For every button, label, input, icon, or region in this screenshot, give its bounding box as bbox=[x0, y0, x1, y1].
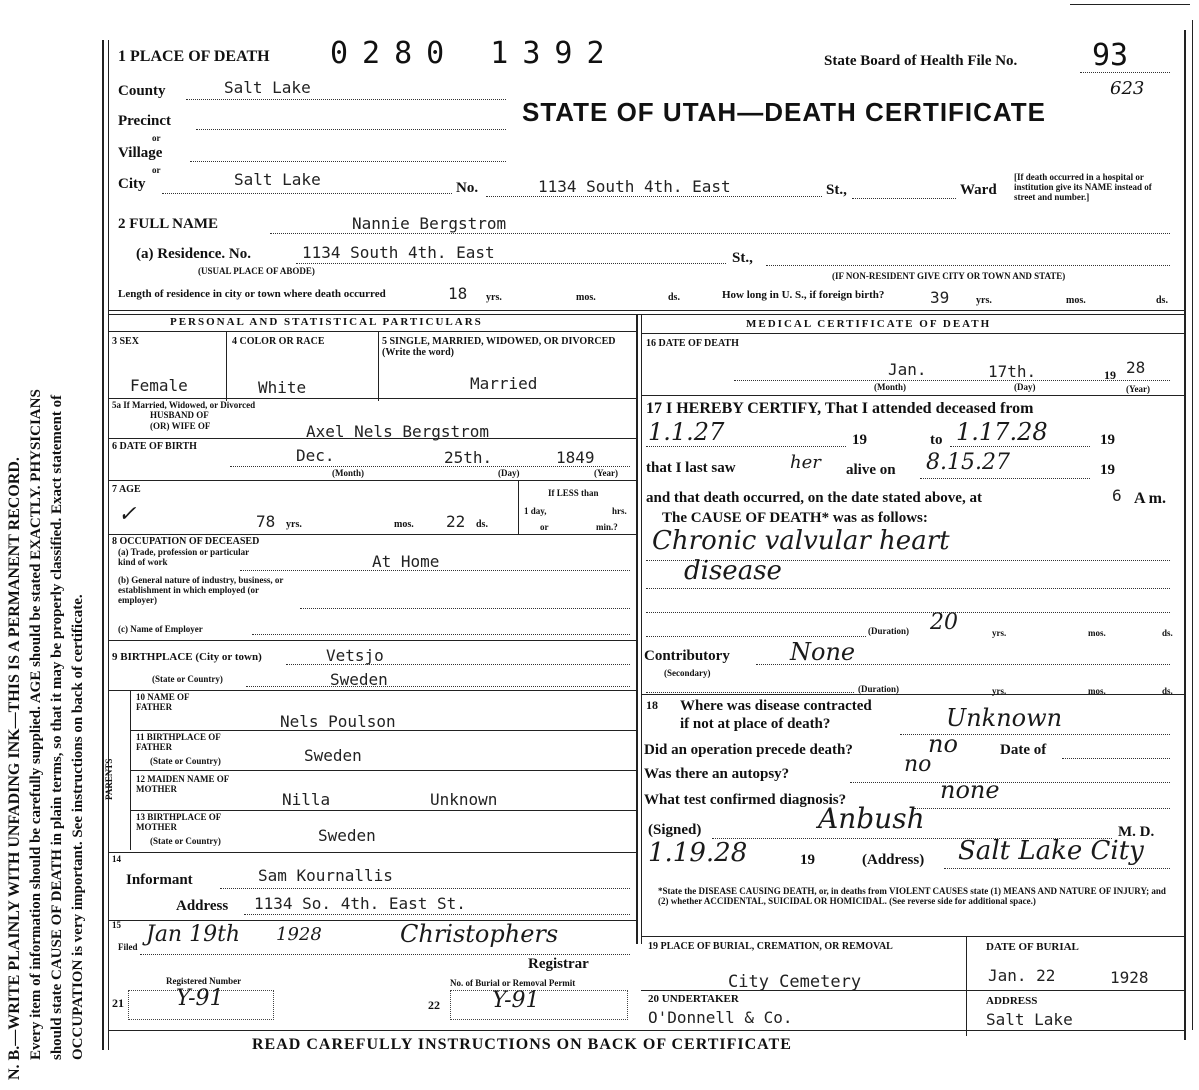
attended-to: 1.17.28 bbox=[956, 418, 1048, 446]
footer-instructions: READ CAREFULLY INSTRUCTIONS ON BACK OF CERTIFICATE bbox=[252, 1036, 792, 1053]
duration-ds-label: ds. bbox=[1162, 628, 1173, 638]
item-21-num: 21 bbox=[112, 996, 124, 1010]
spouse-label-a: 5a If Married, Widowed, or Divorced bbox=[112, 400, 256, 410]
alive-on-label: alive on bbox=[846, 462, 896, 478]
mother-last: Unknown bbox=[430, 790, 498, 809]
nineteen-4: 19 bbox=[800, 852, 815, 868]
cause-footnote: *State the DISEASE CAUSING DEATH, or, in deaths from VIOLENT CAUSES state (1) MEANS AND NATURE OF INJURY; and (2) whether ACCIDENTAL, SUICIDAL OR HOMICIDAL. (See reverse side for additional space.) bbox=[658, 886, 1166, 906]
duration-mos-label-2: mos. bbox=[1088, 686, 1106, 696]
how-long-us-label: How long in U. S., if foreign birth? bbox=[722, 289, 885, 301]
duration-yrs-label-2: yrs. bbox=[992, 686, 1007, 696]
burial-permit-label: No. of Burial or Removal Permit bbox=[450, 978, 576, 988]
sidebar-line-1: N. B.—WRITE PLAINLY WITH UNFADING INK—THIS IS A PERMANENT RECORD. bbox=[6, 457, 23, 1080]
file-no-label: State Board of Health File No. bbox=[824, 53, 1018, 69]
frame-top-edge bbox=[1070, 4, 1190, 5]
dod-year-label: (Year) bbox=[1126, 384, 1150, 394]
age-mos-label: mos. bbox=[394, 519, 414, 530]
mos-label-2: mos. bbox=[1066, 295, 1086, 306]
st-label: St., bbox=[826, 182, 847, 198]
less-than-label: If LESS than bbox=[548, 488, 599, 498]
sidebar-line-4: OCCUPATION is very important. See instructions on back of certificate. bbox=[70, 594, 86, 1060]
spouse-label-c: (OR) WIFE OF bbox=[150, 421, 211, 431]
item-18-num: 18 bbox=[646, 698, 658, 712]
father-bp-sub: (State or Country) bbox=[150, 756, 221, 766]
age-check-mark: ✓ bbox=[118, 502, 137, 527]
place-of-death-label: 1 PLACE OF DEATH bbox=[118, 48, 270, 65]
item-15-num: 15 bbox=[112, 920, 121, 930]
dob-month: Dec. bbox=[296, 446, 335, 465]
father-value: Nels Poulson bbox=[280, 712, 396, 731]
frame-right bbox=[1184, 30, 1186, 1040]
birthplace-city: Vetsjo bbox=[326, 646, 384, 665]
yrs-label: yrs. bbox=[486, 292, 502, 303]
middle-divider-2 bbox=[641, 314, 642, 944]
registered-number-label: Registered Number bbox=[166, 976, 242, 986]
duration-mos-label: mos. bbox=[1088, 628, 1106, 638]
burial-permit-number: Y-91 bbox=[492, 988, 540, 1013]
residence-label: (a) Residence. No. bbox=[136, 246, 251, 262]
registrar-signature: Christophers bbox=[400, 920, 559, 948]
yrs-label-2: yrs. bbox=[976, 295, 992, 306]
secondary-label: (Secondary) bbox=[664, 668, 711, 678]
contracted-q1: Where was disease contracted bbox=[680, 698, 872, 714]
medical-section-title: MEDICAL CERTIFICATE OF DEATH bbox=[746, 318, 992, 330]
burial-date: Jan. 22 bbox=[988, 966, 1056, 985]
nonresident-note: (IF NON-RESIDENT GIVE CITY OR TOWN AND STATE) bbox=[832, 271, 1066, 281]
undertaker-label: 20 UNDERTAKER bbox=[648, 993, 739, 1005]
death-occurred-label: and that death occurred, on the date stated above, at bbox=[646, 490, 982, 506]
registered-number: Y-91 bbox=[176, 986, 224, 1011]
min-label: min.? bbox=[596, 522, 618, 532]
nineteen-2: 19 bbox=[1100, 432, 1115, 448]
file-no-sub: 623 bbox=[1110, 78, 1145, 99]
dob-day-label: (Day) bbox=[498, 468, 520, 478]
occupation-label: 8 OCCUPATION OF DECEASED bbox=[112, 536, 260, 547]
sidebar-line-3: should state CAUSE OF DEATH in plain terms, so that it may be properly classified. Exact statement of bbox=[49, 394, 65, 1060]
street-value: 1134 South 4th. East bbox=[538, 177, 731, 196]
birthplace-country: Sweden bbox=[330, 670, 388, 689]
parents-label: PARENTS bbox=[104, 758, 114, 800]
operation-question: Did an operation precede death? bbox=[644, 742, 853, 758]
cause-label: The CAUSE OF DEATH* was as follows: bbox=[662, 510, 928, 526]
dob-day: 25th. bbox=[444, 448, 493, 467]
filed-year: 1928 bbox=[276, 924, 322, 945]
or-min-label: or bbox=[540, 522, 549, 532]
father-label: 10 NAME OF FATHER bbox=[136, 692, 190, 712]
burial-place-label: 19 PLACE OF BURIAL, CREMATION, OR REMOVAL bbox=[648, 941, 893, 952]
section-top-line bbox=[108, 310, 1184, 311]
city-label: City bbox=[118, 176, 146, 192]
village-label: Village bbox=[118, 145, 163, 161]
cause-line-2: disease bbox=[684, 556, 782, 586]
test-answer: none bbox=[940, 776, 1000, 804]
frame-left-inner bbox=[108, 40, 109, 1050]
operation-answer: no bbox=[928, 730, 958, 758]
frame-left bbox=[102, 40, 104, 1050]
spouse-value: Axel Nels Bergstrom bbox=[306, 422, 490, 441]
death-time: 6 bbox=[1112, 486, 1122, 505]
occupation-c-label: (c) Name of Employer bbox=[118, 624, 203, 634]
signed-label: (Signed) bbox=[648, 822, 702, 838]
certificate-title: STATE OF UTAH—DEATH CERTIFICATE bbox=[522, 97, 1046, 127]
age-mos: 22 bbox=[446, 512, 466, 531]
age-yrs-label: yrs. bbox=[286, 519, 302, 530]
undertaker-address-label: ADDRESS bbox=[986, 995, 1038, 1007]
dod-day-label: (Day) bbox=[1014, 382, 1036, 392]
informant-address: 1134 So. 4th. East St. bbox=[254, 894, 466, 913]
test-question: What test confirmed diagnosis? bbox=[644, 792, 847, 808]
last-saw-label: that I last saw bbox=[646, 460, 736, 476]
burial-place: City Cemetery bbox=[728, 972, 862, 992]
mos-label: mos. bbox=[576, 292, 596, 303]
duration-label: (Duration) bbox=[868, 626, 909, 636]
md-label: M. D. bbox=[1118, 824, 1155, 840]
duration-label-2: (Duration) bbox=[858, 684, 899, 694]
informant-label: Informant bbox=[126, 872, 193, 888]
color-label: 4 COLOR OR RACE bbox=[232, 336, 325, 347]
sign-date: 1.19.28 bbox=[648, 838, 748, 868]
mother-bp-sub: (State or Country) bbox=[150, 836, 221, 846]
usual-abode-label: (USUAL PLACE OF ABODE) bbox=[198, 266, 315, 276]
physician-address-label: (Address) bbox=[862, 852, 925, 868]
county-label: County bbox=[118, 83, 166, 99]
alive-on-date: 8.15.27 bbox=[926, 450, 1010, 475]
date-of-label: Date of bbox=[1000, 742, 1047, 758]
undertaker-address: Salt Lake bbox=[986, 1010, 1073, 1029]
father-birthplace-label: 11 BIRTHPLACE OF FATHER bbox=[136, 732, 221, 752]
dob-year: 1849 bbox=[556, 448, 595, 467]
one-day-label: 1 day, bbox=[524, 506, 547, 516]
sex-value: Female bbox=[130, 376, 188, 395]
mother-label: 12 MAIDEN NAME OF MOTHER bbox=[136, 774, 229, 794]
dob-year-label: (Year) bbox=[594, 468, 618, 478]
informant-value: Sam Kournallis bbox=[258, 866, 393, 885]
length-residence-label: Length of residence in city or town where death occurred bbox=[118, 288, 386, 300]
hrs-label: hrs. bbox=[612, 506, 627, 516]
item-14-num: 14 bbox=[112, 854, 121, 864]
middle-divider bbox=[636, 314, 638, 944]
burial-year: 1928 bbox=[1110, 968, 1149, 987]
dob-label: 6 DATE OF BIRTH bbox=[112, 441, 197, 452]
duration-yrs-label: yrs. bbox=[992, 628, 1007, 638]
occupation-a-label: (a) Trade, profession or particular kind of work bbox=[118, 547, 249, 567]
occupation-b-label: (b) General nature of industry, business, or establishment in which employed (or employer) bbox=[118, 575, 284, 605]
file-no: 93 bbox=[1092, 38, 1129, 73]
county-value: Salt Lake bbox=[224, 78, 311, 97]
burial-date-label: DATE OF BURIAL bbox=[986, 941, 1079, 953]
physician-address: Salt Lake City bbox=[958, 836, 1144, 866]
date-of-death-label: 16 DATE OF DEATH bbox=[646, 338, 739, 349]
marital-value: Married bbox=[470, 374, 538, 393]
sidebar-line-2: Every item of information should be carefully supplied. AGE should be stated EXACTLY. PHYSICIANS bbox=[28, 389, 44, 1060]
frame-right-edge bbox=[1192, 20, 1193, 1030]
attended-from: 1.1.27 bbox=[648, 418, 725, 446]
dod-year: 28 bbox=[1126, 358, 1146, 377]
marital-label: 5 SINGLE, MARRIED, WIDOWED, OR DIVORCED (Write the word) bbox=[382, 336, 616, 358]
city-value: Salt Lake bbox=[234, 170, 321, 189]
dod-month: Jan. bbox=[888, 360, 927, 379]
occupation-value: At Home bbox=[372, 552, 440, 571]
to-label: to bbox=[930, 432, 943, 448]
spouse-label-b: HUSBAND OF bbox=[150, 410, 209, 420]
contributory-value: None bbox=[790, 638, 856, 666]
residence-st: St., bbox=[732, 250, 753, 266]
mother-first: Nilla bbox=[282, 790, 331, 809]
state-country-label: (State or Country) bbox=[152, 674, 223, 684]
ds-label: ds. bbox=[668, 292, 680, 303]
autopsy-question: Was there an autopsy? bbox=[644, 766, 790, 782]
contracted-answer: Unknown bbox=[946, 704, 1063, 732]
full-name-value: Nannie Bergstrom bbox=[352, 214, 507, 233]
ds-label-2: ds. bbox=[1156, 295, 1168, 306]
or-text-1: or bbox=[152, 133, 161, 143]
autopsy-answer: no bbox=[904, 752, 932, 777]
nineteen-1: 19 bbox=[852, 432, 867, 448]
dob-month-label: (Month) bbox=[332, 468, 364, 478]
duration-yrs: 20 bbox=[930, 610, 958, 635]
sex-label: 3 SEX bbox=[112, 336, 139, 347]
dod-day: 17th. bbox=[988, 362, 1037, 381]
duration-ds-label-2: ds. bbox=[1162, 686, 1173, 696]
registrar-label: Registrar bbox=[528, 956, 589, 972]
ward-note: [If death occurred in a hospital or institution give its NAME instead of street and number.] bbox=[1014, 172, 1152, 202]
sidebar-instructions bbox=[2, 40, 100, 1090]
physician-signature: Anbush bbox=[818, 802, 925, 835]
length-residence-yrs: 18 bbox=[448, 284, 468, 303]
mother-birthplace: Sweden bbox=[318, 826, 376, 845]
mother-birthplace-label: 13 BIRTHPLACE OF MOTHER bbox=[136, 812, 221, 832]
undertaker-value: O'Donnell & Co. bbox=[648, 1008, 793, 1027]
residence-value: 1134 South 4th. East bbox=[302, 243, 495, 262]
last-saw-pronoun: her bbox=[790, 452, 821, 473]
informant-address-label: Address bbox=[176, 898, 229, 914]
cause-line-1: Chronic valvular heart bbox=[652, 526, 950, 556]
age-label: 7 AGE bbox=[112, 484, 141, 495]
personal-section-title: PERSONAL AND STATISTICAL PARTICULARS bbox=[170, 316, 483, 328]
no-label: No. bbox=[456, 180, 479, 196]
age-yrs: 78 bbox=[256, 512, 276, 531]
filed-date: Jan 19th bbox=[146, 922, 241, 947]
item-22-num: 22 bbox=[428, 998, 440, 1012]
or-text-2: or bbox=[152, 165, 161, 175]
age-ds-label: ds. bbox=[476, 519, 488, 530]
full-name-label: 2 FULL NAME bbox=[118, 216, 219, 232]
ward-label: Ward bbox=[960, 182, 997, 198]
father-birthplace: Sweden bbox=[304, 746, 362, 765]
contributory-label: Contributory bbox=[644, 648, 730, 664]
certify-label: 17 I HEREBY CERTIFY, That I attended deceased from bbox=[646, 400, 1034, 417]
dod-year-prefix: 19 bbox=[1104, 368, 1116, 382]
dod-month-label: (Month) bbox=[874, 382, 906, 392]
birthplace-label: 9 BIRTHPLACE (City or town) bbox=[112, 651, 262, 663]
serial-number: 0280 1392 bbox=[330, 36, 619, 71]
how-long-us-yrs: 39 bbox=[930, 288, 950, 307]
nineteen-3: 19 bbox=[1100, 462, 1115, 478]
contracted-q2: if not at place of death? bbox=[680, 716, 831, 732]
am-label: A m. bbox=[1134, 490, 1166, 507]
precinct-label: Precinct bbox=[118, 113, 172, 129]
filed-label: Filed bbox=[118, 942, 138, 952]
section-top-line-2 bbox=[108, 314, 1184, 315]
color-value: White bbox=[258, 378, 307, 397]
